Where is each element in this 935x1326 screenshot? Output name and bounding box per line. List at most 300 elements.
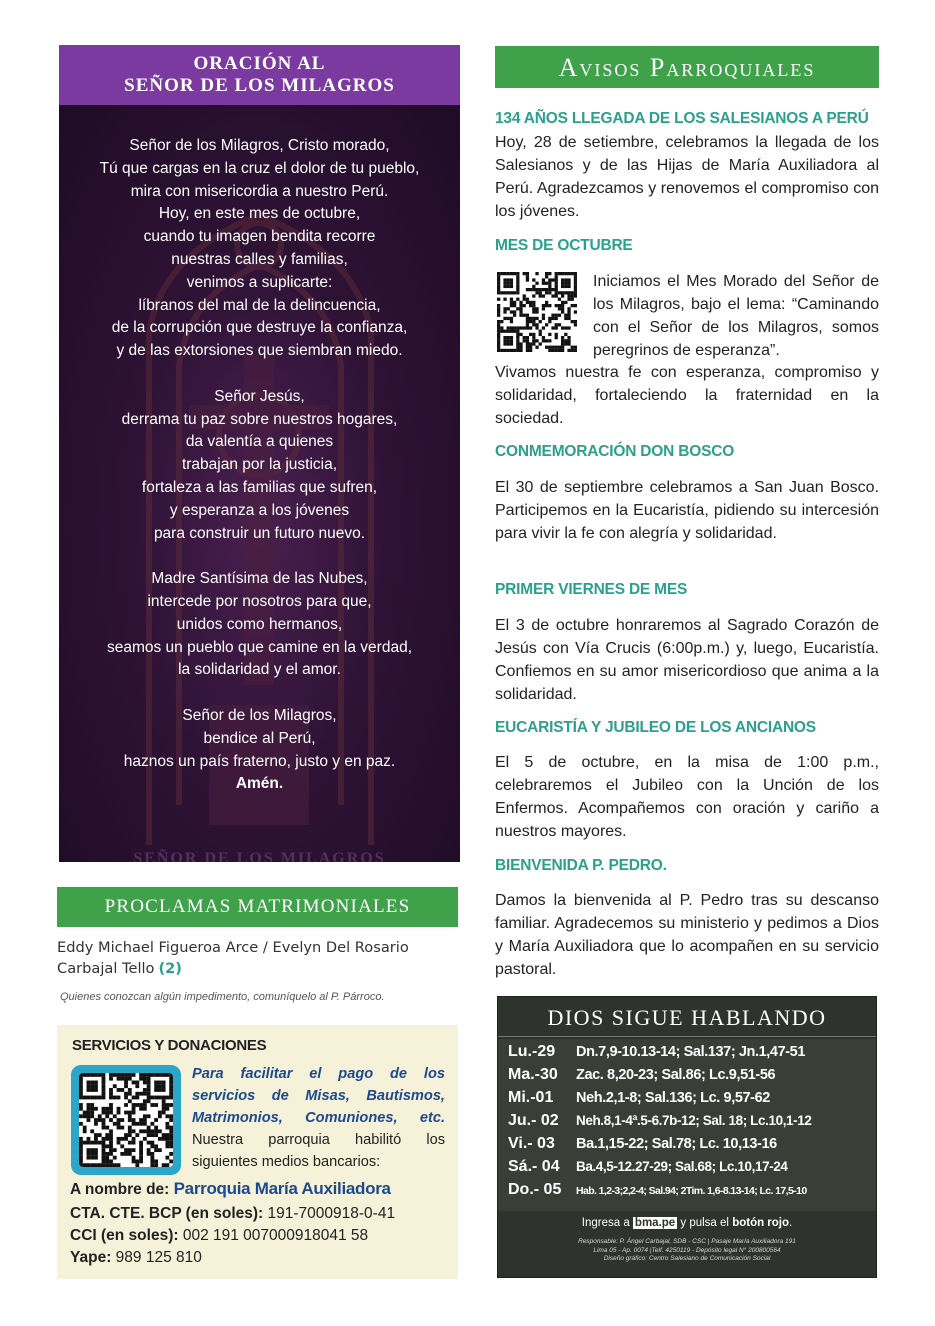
qr-module xyxy=(555,317,558,320)
qr-module xyxy=(516,326,519,329)
qr-module xyxy=(507,336,510,339)
qr-module xyxy=(90,1103,94,1107)
qr-module xyxy=(561,349,564,352)
qr-module xyxy=(551,314,554,317)
qr-module xyxy=(529,346,532,349)
qr-module xyxy=(516,272,519,275)
qr-module xyxy=(165,1114,169,1118)
qr-module xyxy=(555,291,558,294)
qr-module xyxy=(154,1159,158,1163)
qr-module xyxy=(113,1114,117,1118)
reading-row xyxy=(508,1089,770,1107)
qr-module xyxy=(132,1081,136,1085)
prayer-stanza xyxy=(59,386,460,546)
qr-module xyxy=(94,1156,98,1160)
qr-module xyxy=(523,339,526,342)
qr-module xyxy=(519,349,522,352)
qr-module xyxy=(561,346,564,349)
qr-module xyxy=(90,1141,94,1145)
qr-module xyxy=(555,349,558,352)
account-label: Yape: xyxy=(70,1249,112,1266)
qr-module xyxy=(558,323,561,326)
qr-module xyxy=(162,1073,166,1077)
qr-module xyxy=(90,1107,94,1111)
qr-module xyxy=(539,288,542,291)
qr-module xyxy=(154,1084,158,1088)
qr-module xyxy=(558,298,561,301)
qr-module xyxy=(545,304,548,307)
qr-module xyxy=(143,1129,147,1133)
qr-module xyxy=(128,1141,132,1145)
qr-module xyxy=(567,349,570,352)
qr-code-icon[interactable] xyxy=(497,272,577,352)
qr-module xyxy=(132,1148,136,1152)
qr-module xyxy=(529,317,532,320)
account-yape xyxy=(70,1249,202,1267)
qr-module xyxy=(529,326,532,329)
qr-module xyxy=(535,288,538,291)
qr-module xyxy=(516,278,519,281)
account-owner xyxy=(70,1179,391,1199)
qr-module xyxy=(526,288,529,291)
qr-module xyxy=(87,1084,91,1088)
qr-module xyxy=(551,317,554,320)
qr-module xyxy=(139,1103,143,1107)
qr-module xyxy=(545,346,548,349)
qr-module xyxy=(567,278,570,281)
qr-module xyxy=(87,1152,91,1156)
qr-module xyxy=(574,285,577,288)
qr-module xyxy=(564,282,567,285)
qr-module xyxy=(510,310,513,313)
qr-module xyxy=(503,349,506,352)
qr-module xyxy=(516,288,519,291)
qr-module xyxy=(548,272,551,275)
qr-module xyxy=(158,1096,162,1100)
qr-module xyxy=(162,1137,166,1141)
qr-module xyxy=(139,1122,143,1126)
qr-module xyxy=(135,1092,139,1096)
account-value: 191-7000918-0-41 xyxy=(267,1205,396,1222)
qr-module xyxy=(561,326,564,329)
qr-module xyxy=(516,349,519,352)
qr-module xyxy=(500,330,503,333)
qr-module xyxy=(117,1088,121,1092)
reading-row xyxy=(508,1043,805,1061)
qr-module xyxy=(158,1088,162,1092)
qr-module xyxy=(542,282,545,285)
qr-module xyxy=(564,314,567,317)
qr-module xyxy=(574,282,577,285)
qr-module xyxy=(519,346,522,349)
aviso-title: PRIMER VIERNES DE MES xyxy=(495,581,688,598)
qr-module xyxy=(102,1122,106,1126)
qr-module xyxy=(113,1163,117,1167)
prayer-line: seamos un pueblo que camine en la verdad, xyxy=(106,638,413,656)
qr-module xyxy=(98,1073,102,1077)
qr-module xyxy=(147,1081,151,1085)
qr-module xyxy=(79,1103,83,1107)
qr-module xyxy=(105,1114,109,1118)
qr-module xyxy=(113,1096,117,1100)
qr-module xyxy=(154,1073,158,1077)
qr-module xyxy=(90,1129,94,1133)
qr-module xyxy=(154,1129,158,1133)
qr-module xyxy=(564,339,567,342)
qr-module xyxy=(561,291,564,294)
qr-module xyxy=(109,1107,113,1111)
qr-module xyxy=(113,1084,117,1088)
qr-module xyxy=(497,278,500,281)
qr-module xyxy=(503,272,506,275)
qr-module xyxy=(162,1084,166,1088)
qr-module xyxy=(571,291,574,294)
aviso-title: 134 AÑOS LLEGADA DE LOS SALESIANOS A PERÚ xyxy=(495,110,869,127)
qr-module xyxy=(109,1103,113,1107)
qr-module xyxy=(503,307,506,310)
qr-module xyxy=(532,304,535,307)
qr-module xyxy=(147,1141,151,1145)
qr-module xyxy=(558,314,561,317)
qr-module xyxy=(120,1144,124,1148)
qr-module xyxy=(79,1096,83,1100)
qr-module xyxy=(555,272,558,275)
qr-module xyxy=(94,1163,98,1167)
aviso-body: El 3 de octubre honraremos al Sagrado Corazón de Jesús con Vía Crucis (6:00p.m.) y, luego, Eucaristía. Confiemos en su amor misericordioso que anima a la solidaridad. xyxy=(495,617,879,703)
qr-module xyxy=(109,1148,113,1152)
qr-module xyxy=(567,326,570,329)
qr-module xyxy=(510,272,513,275)
qr-module xyxy=(510,349,513,352)
qr-module xyxy=(516,307,519,310)
qr-module xyxy=(500,320,503,323)
account-owner-name: Parroquia María Auxiliadora xyxy=(173,1179,391,1198)
qr-module xyxy=(105,1144,109,1148)
prayer-body xyxy=(59,105,460,862)
qr-module xyxy=(94,1148,98,1152)
qr-module xyxy=(128,1152,132,1156)
readings-list xyxy=(498,1039,876,1211)
qr-module xyxy=(162,1111,166,1115)
qr-module xyxy=(128,1129,132,1133)
qr-module xyxy=(83,1096,87,1100)
qr-module xyxy=(169,1144,173,1148)
qr-module xyxy=(555,333,558,336)
qr-module xyxy=(542,314,545,317)
qr-module xyxy=(147,1099,151,1103)
qr-module xyxy=(150,1156,154,1160)
qr-module xyxy=(532,285,535,288)
qr-module xyxy=(169,1096,173,1100)
qr-module xyxy=(526,349,529,352)
qr-module xyxy=(503,342,506,345)
qr-module xyxy=(79,1092,83,1096)
qr-module xyxy=(539,333,542,336)
qr-module xyxy=(105,1111,109,1115)
qr-module xyxy=(83,1126,87,1130)
qr-module xyxy=(542,326,545,329)
qr-module xyxy=(555,294,558,297)
qr-module xyxy=(128,1088,132,1092)
qr-module xyxy=(150,1122,154,1126)
qr-module xyxy=(83,1111,87,1115)
qr-module xyxy=(124,1077,128,1081)
qr-module xyxy=(117,1073,121,1077)
qr-module xyxy=(158,1111,162,1115)
cta-text: . xyxy=(789,1217,793,1229)
qr-module xyxy=(154,1081,158,1085)
aviso-body: El 30 de septiembre celebramos a San Juan Bosco. Participemos en la Eucaristía, pidiendo su intercesión para vivir la fe con alegría y solidaridad. xyxy=(495,479,879,542)
servicios-intro xyxy=(192,1063,445,1173)
qr-module xyxy=(109,1111,113,1115)
qr-module xyxy=(87,1081,91,1085)
prayer-line: haznos un país fraterno, justo y en paz. xyxy=(123,752,396,770)
qr-module xyxy=(79,1156,83,1160)
prayer-panel xyxy=(59,45,460,862)
prayer-line: para construir un futuro nuevo. xyxy=(153,524,366,542)
qr-module xyxy=(169,1114,173,1118)
prayer-line: y esperanza a los jóvenes xyxy=(169,501,350,519)
qr-module xyxy=(117,1137,121,1141)
qr-module xyxy=(526,342,529,345)
qr-module xyxy=(497,346,500,349)
qr-module xyxy=(132,1159,136,1163)
reading-day: Sá.- 04 xyxy=(508,1158,560,1175)
qr-module xyxy=(523,298,526,301)
qr-module xyxy=(147,1126,151,1130)
qr-module xyxy=(79,1084,83,1088)
qr-module xyxy=(574,291,577,294)
qr-module xyxy=(513,314,516,317)
qr-module xyxy=(548,346,551,349)
qr-module xyxy=(526,336,529,339)
qr-module xyxy=(561,272,564,275)
qr-module xyxy=(551,294,554,297)
qr-module xyxy=(147,1073,151,1077)
reading-row xyxy=(508,1158,788,1176)
qr-module xyxy=(105,1163,109,1167)
qr-module xyxy=(507,317,510,320)
qr-module xyxy=(574,288,577,291)
qr-module xyxy=(135,1163,139,1167)
qr-module xyxy=(94,1081,98,1085)
qr-module xyxy=(124,1092,128,1096)
qr-module xyxy=(139,1152,143,1156)
qr-module xyxy=(532,320,535,323)
qr-module xyxy=(503,298,506,301)
qr-module xyxy=(574,278,577,281)
qr-module xyxy=(545,282,548,285)
qr-module xyxy=(507,285,510,288)
qr-module xyxy=(109,1096,113,1100)
prayer-title-line: SEÑOR DE LOS MILAGROS xyxy=(124,75,395,96)
qr-module xyxy=(94,1118,98,1122)
qr-module xyxy=(574,272,577,275)
qr-module xyxy=(135,1084,139,1088)
qr-module xyxy=(548,349,551,352)
aviso-body: Vivamos nuestra fe con esperanza, compromiso y solidaridad, fortaleciendo la fraternidad en la sociedad. xyxy=(495,364,879,427)
prayer-line: intercede por nosotros para que, xyxy=(147,592,372,610)
cta-site-link[interactable]: bma.pe xyxy=(634,1217,676,1229)
qr-module xyxy=(135,1159,139,1163)
qr-module xyxy=(150,1096,154,1100)
qr-module xyxy=(510,304,513,307)
qr-module xyxy=(109,1163,113,1167)
qr-module xyxy=(102,1092,106,1096)
qr-module xyxy=(169,1141,173,1145)
qr-module xyxy=(143,1077,147,1081)
qr-module xyxy=(516,346,519,349)
qr-module xyxy=(558,272,561,275)
qr-module xyxy=(147,1092,151,1096)
qr-module xyxy=(124,1081,128,1085)
aviso-title: BIENVENIDA P. PEDRO. xyxy=(495,857,667,874)
proclamas-names xyxy=(57,937,462,979)
qr-module xyxy=(555,336,558,339)
qr-module xyxy=(128,1118,132,1122)
qr-module xyxy=(109,1073,113,1077)
qr-module xyxy=(561,339,564,342)
qr-module xyxy=(571,294,574,297)
qr-module xyxy=(545,339,548,342)
qr-module xyxy=(105,1156,109,1160)
qr-module xyxy=(139,1159,143,1163)
qr-module xyxy=(147,1129,151,1133)
qr-module xyxy=(507,330,510,333)
qr-module xyxy=(109,1159,113,1163)
qr-module xyxy=(102,1111,106,1115)
qr-module xyxy=(516,282,519,285)
qr-module xyxy=(124,1137,128,1141)
qr-module xyxy=(109,1129,113,1133)
qr-module xyxy=(510,336,513,339)
prayer-title xyxy=(59,45,460,105)
qr-module xyxy=(558,307,561,310)
qr-module xyxy=(574,323,577,326)
qr-module xyxy=(147,1088,151,1092)
prayer-line: líbranos del mal de la delincuencia, xyxy=(138,296,381,314)
qr-module xyxy=(113,1148,117,1152)
qr-module xyxy=(548,320,551,323)
credits-line: Diseño gráfico: Centro Salesiano de Comunicación Social xyxy=(603,1255,771,1262)
qr-module xyxy=(497,307,500,310)
qr-module xyxy=(555,326,558,329)
qr-module xyxy=(139,1148,143,1152)
qr-module xyxy=(555,285,558,288)
qr-module xyxy=(510,278,513,281)
qr-module xyxy=(567,282,570,285)
qr-module xyxy=(555,282,558,285)
qr-module xyxy=(162,1133,166,1137)
dios-footer xyxy=(498,1211,876,1277)
qr-module xyxy=(497,291,500,294)
qr-module xyxy=(561,294,564,297)
qr-module xyxy=(497,314,500,317)
qr-module xyxy=(513,291,516,294)
account-label: CTA. CTE. BCP (en soles): xyxy=(70,1205,264,1222)
qr-module xyxy=(567,314,570,317)
qr-module xyxy=(117,1111,121,1115)
qr-module xyxy=(169,1118,173,1122)
qr-module xyxy=(561,336,564,339)
qr-module xyxy=(147,1096,151,1100)
qr-module xyxy=(109,1152,113,1156)
qr-module xyxy=(535,326,538,329)
qr-module xyxy=(519,304,522,307)
qr-module xyxy=(535,323,538,326)
qr-module xyxy=(87,1137,91,1141)
qr-module xyxy=(510,282,513,285)
account-value: 989 125 810 xyxy=(115,1249,202,1266)
proclamas-note: Quienes conozcan algún impedimento, comuníquelo al P. Párroco. xyxy=(60,991,385,1003)
qr-module xyxy=(102,1088,106,1092)
qr-module xyxy=(79,1141,83,1145)
qr-module xyxy=(128,1099,132,1103)
qr-module xyxy=(94,1122,98,1126)
qr-module xyxy=(539,294,542,297)
qr-module xyxy=(135,1133,139,1137)
qr-module xyxy=(551,346,554,349)
reading-day: Do.- 05 xyxy=(508,1181,562,1198)
qr-code-icon xyxy=(79,1073,173,1167)
qr-module xyxy=(535,310,538,313)
prayer-line: mira con misericordia a nuestro Perú. xyxy=(130,182,389,200)
qr-module xyxy=(169,1077,173,1081)
prayer-stanza xyxy=(59,568,460,682)
qr-module xyxy=(102,1141,106,1145)
qr-module xyxy=(535,346,538,349)
account-owner-label: A nombre de: xyxy=(70,1181,170,1198)
servicios-intro-text: Nuestra parroquia habilitó los siguientes medios bancarios: xyxy=(192,1132,445,1170)
qr-module xyxy=(158,1137,162,1141)
reading-ref: Hab. 1,2-3;2,2-4; Sal.94; 2Tim. 1,6-8.13-14; Lc. 17,5-10 xyxy=(576,1185,807,1197)
qr-module xyxy=(529,342,532,345)
qr-module xyxy=(87,1156,91,1160)
qr-module xyxy=(143,1092,147,1096)
qr-module xyxy=(135,1103,139,1107)
qr-module xyxy=(497,288,500,291)
qr-module xyxy=(561,278,564,281)
qr-module xyxy=(90,1148,94,1152)
prayer-stanza xyxy=(59,705,460,796)
qr-module xyxy=(120,1073,124,1077)
prayer-line: trabajan por la justicia, xyxy=(181,456,338,474)
qr-module xyxy=(79,1073,83,1077)
qr-module xyxy=(507,342,510,345)
qr-module xyxy=(132,1156,136,1160)
qr-module xyxy=(542,304,545,307)
qr-module xyxy=(102,1137,106,1141)
qr-module xyxy=(532,333,535,336)
account-bcp xyxy=(70,1205,395,1223)
qr-module xyxy=(79,1081,83,1085)
qr-module xyxy=(497,342,500,345)
qr-module xyxy=(102,1107,106,1111)
qr-module xyxy=(539,291,542,294)
qr-module xyxy=(519,301,522,304)
qr-module xyxy=(542,336,545,339)
qr-module xyxy=(526,320,529,323)
qr-module xyxy=(526,314,529,317)
qr-module xyxy=(102,1126,106,1130)
yape-qr-code[interactable] xyxy=(71,1065,181,1175)
qr-module xyxy=(79,1159,83,1163)
qr-module xyxy=(567,272,570,275)
qr-module xyxy=(532,278,535,281)
qr-module xyxy=(165,1096,169,1100)
qr-module xyxy=(143,1088,147,1092)
reading-row xyxy=(508,1135,777,1153)
